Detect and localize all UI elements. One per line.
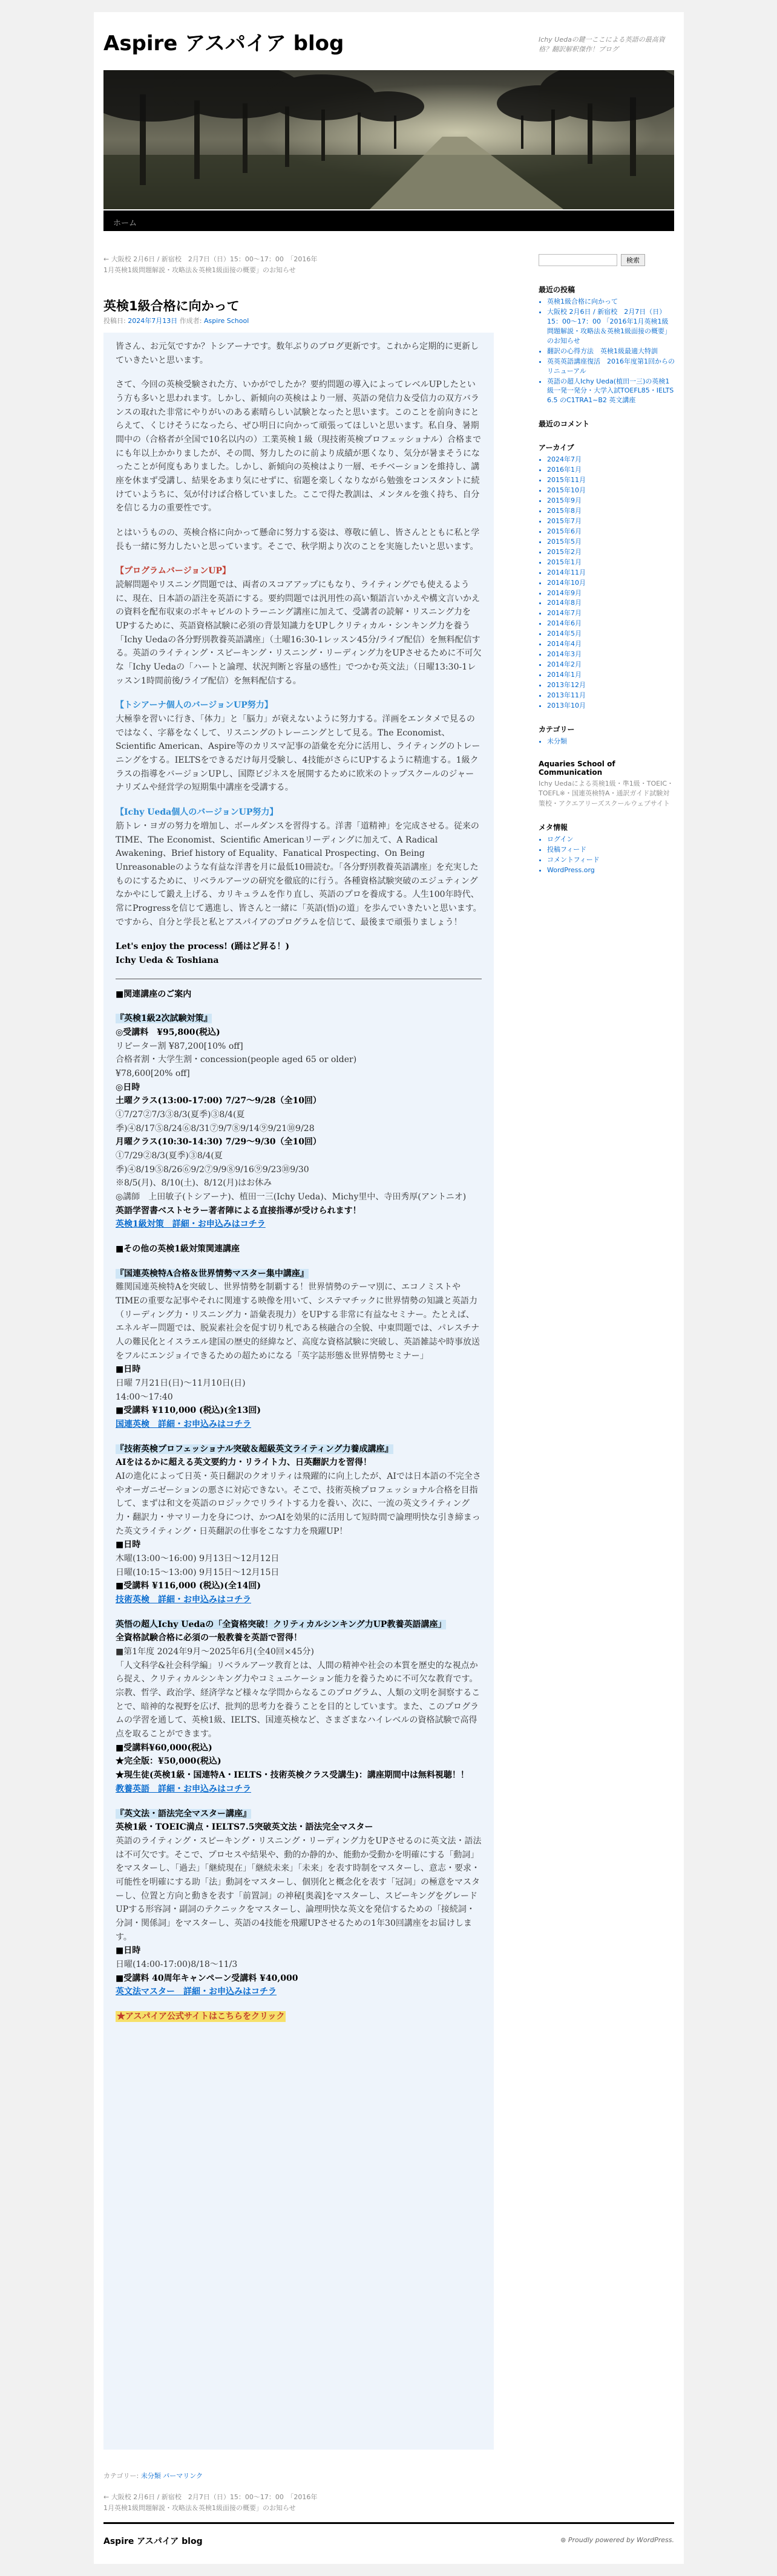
course-liberal-arts-term: ■第1年度 2024年9月〜2025年6月(全40回×45分): [116, 1647, 314, 1657]
course-un-exam-title: 『国連英検特A合格＆世界情勢マスター集中講座』: [116, 1268, 309, 1279]
recent-comments-title: 最近のコメント: [539, 420, 590, 429]
course-fee-student: 合格者割・大学生割・concession(people aged 65 or older): [116, 1055, 357, 1065]
archive-item[interactable]: • 2015年5月: [547, 537, 675, 547]
archive-item[interactable]: • 2024年7月: [547, 455, 675, 465]
ichy-heading: 【Ichy Ueda個人のバージョンUP努力】: [116, 807, 278, 818]
meta-title: メタ情報: [539, 823, 568, 832]
post-author-link[interactable]: Aspire School: [203, 317, 249, 325]
course-grammar: [116, 1807, 482, 1999]
course-grammar-link[interactable]: 英文法マスター 詳細・お申込みはコチラ: [116, 1987, 277, 1997]
course-tech-writing-body: AIの進化によって日英・英日翻訳のクオリティは飛躍的に向上したが、AIでは日本語の不完全さやオーガニゼーションの悪さに対応できない。そこで、技術英検プロフェッショナル合格を目指して、まずは和文を英語のロジックでリライトする力を養い、次に、一流の英文ライティング力・翻訳力・サマリー力を身につけ、かつAIを効果的に活用して短時間で論理明快な引き締まった英文ライティング・日英翻訳の仕事をこなす力を飛躍UP！: [116, 1472, 481, 1536]
course-saturday-dates-2: 季)④8/17⑤8/24⑥8/31⑦9/7⑧9/14⑨9/21⑩9/28: [116, 1123, 315, 1133]
site-description: Ichy Uedaの鍵一ここによる英語の最高資格？翻訳解釈傑作！ブログ: [539, 36, 665, 53]
meta-comments-feed[interactable]: • コメントフィード: [547, 855, 675, 865]
archive-item[interactable]: • 2014年3月: [547, 650, 675, 659]
archive-item[interactable]: • 2014年10月: [547, 578, 675, 588]
wordpress-icon: ⊛: [560, 2536, 566, 2544]
other-courses-heading: ■その他の英検1級対策関連講座: [116, 1244, 240, 1254]
meta-login[interactable]: • ログイン: [547, 835, 675, 844]
recent-post-item[interactable]: • 大阪校 2月6日 / 新宿校 2月7日（日）15：00〜17：00 「2016年1月英検1級問題解説・攻略法＆英検1級面接の概要」のお知らせ: [547, 307, 675, 346]
archive-list: [539, 455, 675, 710]
course-un-exam-link[interactable]: 国連英検 詳細・お申込みはコチラ: [116, 1420, 251, 1430]
course-fee-student-price: ¥78,600[20% off]: [116, 1068, 190, 1078]
course-un-exam-fee: ■受講料 ¥110,000 (税込)(全13回): [116, 1406, 261, 1416]
archive-item[interactable]: • 2015年8月: [547, 506, 675, 516]
permalink-link[interactable]: パーマリンク: [163, 2472, 203, 2480]
category-item[interactable]: • 未分類: [547, 737, 675, 746]
nav-previous-link[interactable]: ← 大阪校 2月6日 / 新宿校 2月7日（日）15：00〜17：00 「2016年1月英検1級問題解説・攻略法＆英検1級面接の概要」のお知らせ: [103, 255, 318, 274]
archive-item[interactable]: • 2016年1月: [547, 465, 675, 475]
nav-below: [103, 2492, 321, 2513]
closing: [116, 940, 482, 967]
archive-item[interactable]: • 2015年7月: [547, 517, 675, 526]
archive-item[interactable]: • 2015年1月: [547, 558, 675, 567]
toshiana-heading: 【トシアーナ個人のバージョンUP努力】: [116, 700, 273, 711]
archive-item[interactable]: • 2014年9月: [547, 589, 675, 598]
closing-line-1: Let's enjoy the process! (踊はど昇る！): [116, 942, 290, 952]
course-liberal-arts-fee-2: ★完全版：¥50,000(税込): [116, 1756, 221, 1767]
course-2nd-exam-link[interactable]: 英検1級対策 詳細・お申込みはコチラ: [116, 1219, 266, 1230]
archive-item[interactable]: • 2014年4月: [547, 639, 675, 649]
course-teachers: ◎講師 上田敏子(トシアーナ)、植田一三(Ichy Ueda)、Michy里中、寺田秀厚(アントニオ): [116, 1192, 467, 1202]
aquaries-widget: [539, 760, 675, 809]
aquaries-text[interactable]: Ichy Uedaによる英検1級・準1級・TOEIC・TOEFL※・国連英検特A・通訳ガイド試験対策校・アクエアリーズスクールウェブサイト: [539, 779, 674, 807]
sidebar: [539, 242, 675, 889]
recent-post-item[interactable]: • 翻訳の心得方法 英検1級最適大特訓: [547, 347, 675, 356]
search-button[interactable]: 検索: [621, 254, 645, 266]
archive-item[interactable]: • 2013年10月: [547, 701, 675, 711]
search-input[interactable]: [539, 254, 617, 266]
archive-item[interactable]: • 2014年6月: [547, 619, 675, 628]
nav-previous-link-bottom[interactable]: ← 大阪校 2月6日 / 新宿校 2月7日（日）15：00〜17：00 「2016年1月英検1級問題解説・攻略法＆英検1級面接の概要」のお知らせ: [103, 2493, 318, 2512]
program-heading: 【プログラムバージョンUP】: [116, 566, 231, 576]
course-tech-writing-date-label: ■日時: [116, 1540, 141, 1550]
post-body: [103, 333, 494, 2450]
course-un-exam-date: 日曜 7月21日(日)〜11月10日(日): [116, 1378, 246, 1389]
course-tech-writing-subtitle: AIをはるかに超える英文要約力・リライト力、日英翻訳力を習得！: [116, 1458, 372, 1468]
post-meta: [103, 316, 249, 325]
closing-line-2: Ichy Ueda & Toshiana: [116, 955, 219, 965]
archive-item[interactable]: • 2015年11月: [547, 475, 675, 485]
course-note: 英語学習書ベストセラー著者陣による直接指導が受けられます！: [116, 1205, 361, 1216]
paragraph-plan: とはいうものの、英検合格に向かって懸命に努力する姿は、尊敬に値し、皆さんとともに私と学長も一緒に努力したいと思っています。そこで、秋学期より次のことを実施したいと思います。: [116, 528, 480, 552]
footer-site-title[interactable]: Aspire アスパイア blog: [103, 2537, 203, 2546]
footer-generator[interactable]: [560, 2536, 674, 2544]
course-2nd-exam: [116, 1012, 482, 1231]
recent-posts-widget: [539, 284, 675, 405]
course-grammar-date: 日曜(14:00-17:00)8/18〜11/3: [116, 1959, 238, 1969]
course-date-label: ◎日時: [116, 1082, 140, 1092]
archives-widget: [539, 442, 675, 710]
course-monday-dates: ①7/29②8/3(夏季)③8/4(夏: [116, 1150, 223, 1161]
site-title[interactable]: Aspire アスパイア blog: [103, 31, 344, 56]
course-liberal-arts-body: 「人文科学&社会科学編」リベラルアーツ教育とは、人間の精神や社会の本質を歴史的な視点から捉え、クリティカルシンキング力やコミュニケーション能力を養うために不可欠な教育です。宗教、哲学、政治学、経済学など様々な学問からなるこのプログラム、人類の文明を洞察することで、暗神的な視野を広げ、批判的思考力を養うことを目的としています。また、このプログラムの学習を通して、英検1級、IELTS、国連英検など、さまざまなハイレベルの資格試験で高得点を取ることができます。: [116, 1660, 480, 1740]
meta-posts-feed[interactable]: • 投稿フィード: [547, 845, 675, 855]
page-wrapper: [94, 12, 684, 2564]
post-utility: [103, 2471, 203, 2480]
course-un-exam-body: 難関国連英検特Aを突破し、世界情勢を制覇する！世界情勢のテーマ別に、エコノミストやTIMEの重要な記事やそれに関連する映像を用いて、システマチックに世界情勢の知識と英語力（リーディング力・リスニング力・語彙表現力）をUPする非常に有益なセミナー。たとえば、エネルギー問題では、脱炭素社会を促す切り札である核融合の全貌、中東問題では、パレスチナ人の難民化とイスラエル建国の歴史的経緯など、高度な資格試験に突破し、英語雑誌や時事放送をフルにエンジョイできるための超ためになる「英字誌形態＆世界情勢セミナー」: [116, 1282, 480, 1361]
archives-title: アーカイブ: [539, 443, 574, 452]
generator-text: Proudly powered by WordPress.: [568, 2536, 674, 2544]
category-prefix: カテゴリー:: [103, 2472, 139, 2480]
nav-above: [103, 254, 321, 275]
footer: [103, 2522, 674, 2552]
official-site-link[interactable]: ★アスパイア公式サイトはこちらをクリック: [117, 2011, 285, 2021]
archive-item[interactable]: • 2014年7月: [547, 608, 675, 618]
section-ichy: [116, 806, 482, 929]
section-toshiana: [116, 699, 482, 795]
recent-post-item[interactable]: • 英英英語講座復活 2016年度第1回からのリニューアル: [547, 357, 675, 376]
recent-post-item[interactable]: • 英検1級合格に向かって: [547, 297, 675, 307]
toshiana-body: 大極拳を習いに行き、「体力」と「脳力」が衰えないように努力する。洋画をエンタメで見るのではなく、字幕をなくして、リスニングのトレーニングとして見る。The Economist、Scientific American、Aspire等のカリスマ記事の語彙を充分に活用し、ライティングのトレーニングをする。IELTSをできるだけ毎月受験し、4技能がさらにUPするように精進する。1級クラスの指導をバージョンUPし、国際ビジネスを展開するために欧米のトップスクールのジャーナリズムや経営学の短期集中講座を受講する。: [116, 714, 480, 793]
archive-item[interactable]: • 2014年5月: [547, 629, 675, 639]
post-date-link[interactable]: 2024年7月13日: [128, 317, 178, 325]
course-tech-writing-date-1: 木曜(13:00〜16:00) 9月13日〜12月12日: [116, 1554, 280, 1564]
course-grammar-subtitle: 英検1級・TOEIC満点・IELTS7.5突破英文法・語法完全マスター: [116, 1822, 373, 1833]
archive-item[interactable]: • 2015年9月: [547, 496, 675, 506]
archive-item[interactable]: • 2013年12月: [547, 680, 675, 690]
archive-item[interactable]: • 2014年11月: [547, 568, 675, 578]
course-tech-writing: [116, 1443, 482, 1607]
header-banner-image: [103, 70, 674, 209]
course-2nd-exam-title: 『英検1級2次試験対策』: [116, 1014, 212, 1024]
course-un-exam: [116, 1267, 482, 1432]
archive-item[interactable]: • 2013年11月: [547, 691, 675, 700]
archive-item[interactable]: • 2015年10月: [547, 486, 675, 495]
course-holidays: ※8/5(月)、8/10(土)、8/12(月)はお休み: [116, 1178, 272, 1189]
meta-widget: [539, 822, 675, 875]
meta-wordpress[interactable]: • WordPress.org: [547, 866, 675, 875]
course-tech-writing-date-2: 日曜(10:15〜13:00) 9月15日〜12月15日: [116, 1567, 280, 1577]
course-tech-writing-title: 『技術英検プロフェッショナル突破＆超級英文ライティング力養成講座』: [116, 1444, 393, 1454]
course-tech-writing-fee: ■受講料 ¥116,000 (税込)(全14回): [116, 1581, 261, 1591]
course-grammar-body: 英語のライティング・スピーキング・リスニング・リーディング力をUPさせるのに英文法・語法は不可欠です。そこで、プロセスや結果や、動的か静的か、能動か受動かを明確にする「動詞」をマスターし、「過去」「継続現在」「継続未来」「未来」を表す時制をマスターし、意志・要求・可能性を明確にする助「法」動詞をマスターし、個別化と概念化を表す「冠詞」の極意をマスターし、位置と方向と動きを表す「前置詞」の神秘[奥義]をマスターし、スピーキングをグレードUPする形容詞・副詞のテクニックをマスターし、論理明快な英文を発信するための「接続詞・分詞・関係詞」をマスターし、英語の4技能を飛躍UPさせるための1年30回講座をお届けします。: [116, 1836, 482, 1942]
menu-item-home[interactable]: ホーム: [113, 219, 137, 228]
category-link[interactable]: 未分類: [140, 2472, 161, 2480]
course-grammar-date-label: ■日時: [116, 1946, 141, 1956]
main-menu: [103, 210, 674, 231]
course-liberal-arts-fee-3: ★現生徒(英検1級・国連特A・IELTS・技術英検クラス受講生)：講座期間中は無料視聴！！: [116, 1770, 469, 1781]
recent-posts-title: 最近の投稿: [539, 285, 575, 294]
paragraph-exam: さて、今回の英検受験された方、いかがでしたか？要約問題の導入によってレベルUPしたという方も多いと思われます。しかし、新傾向の英検はより一層、英語の発信力＆受信力の双方バランスの取れた非常にやりがいのある素晴らしい試験となったと思います。このことを前向きにとらえて、くじけそうになったら、ぜひ明日に向かって頑張ってほしいと思います。私自身、暑期間中の（合格者が全国で10名以内の）工業英検１級（現技術英検プロフェッショナル）合格までにも年以上かかりましたが、その間、努力したのに前より成績が悪くなり、気分が暑まそうになったことが何度もありました。しかし、新傾向の英検はより一層、モチベーションを維持し、講座を休まず受講し、結果をあまり気にせずに、宿題を楽しくなりながら勉強をコンスタントに続けていようちに、気が付けば合格していました。ここで得た教訓は、メンタルを強く持ち、自分を信じる力の重要性です。: [116, 380, 482, 514]
search-form: [539, 254, 675, 269]
course-fee: ◎受講料 ¥95,800(税込): [116, 1027, 220, 1037]
tree-avenue-illustration: [103, 70, 674, 209]
meta-by: 作成者:: [179, 317, 202, 325]
course-liberal-arts-subtitle: 全資格試験合格に必須の一般教養を英語で習得！: [116, 1633, 302, 1643]
course-liberal-arts-link[interactable]: 教養英語 詳細・お申込みはコチラ: [116, 1784, 251, 1794]
paragraph-intro: 皆さん、お元気ですか？トシアーナです。数年ぶりのブログ更新です。これから定期的に更新していきたいと思います。: [116, 342, 479, 365]
course-liberal-arts-fee: ■受講料¥60,000(税込): [116, 1743, 212, 1753]
cta-section: [116, 2010, 482, 2024]
archive-item[interactable]: • 2014年8月: [547, 598, 675, 608]
ichy-body: 筋トレ・ヨガの努力を増加し、ボールダンスを習得する。洋書「道精神」を完成させる。従来のTIME、The Economist、Scientific Americanリーディングに加えて、A Radical Awakening、Brief history of Equality、Fanatical Prospecting、On Being Unreasonableのような有益な洋書を月に最低10冊読む。「各分野別教養英語講座」を充実したものにするために、リベラルアーツの研究を徹底的に行う。各種資格試験突破のエジュティングなかやにして鍛え上げる、カリキュラムを作り直し、英語のプロを養成する。人生100年時代、常にProgressを信じて邁進し、皆さんと一緒に「英語(悟)の道」を歩んでいきたいと思います。ですから、自分と学長と私とアスパイアのプログラムを信じて、最後まで頑張りましょう！: [116, 821, 482, 927]
course-tech-writing-link[interactable]: 技術英検 詳細・お申込みはコチラ: [116, 1595, 251, 1605]
section-program: [116, 564, 482, 688]
program-body: 読解問題やリスニング問題では、両者のスコアアップにもなり、ライティングでも使えるように、現在、日本語の語注を英語にする。要約問題では汎用性の高い類語言いかえや構文言いかえの資料を配布収束のボキャビルのトラーニング講座に加えて、受講者の読解・リスニング力をUPするために、英語資格試験に必須の背景知識力をUPしクリティカル・シンキング力を養う「Ichy Uedaの各分野別教養英語講座」（土曜16:30-1レッスン45分/ライブ配信）を無料配信する。英語のライティング・スピーキング・リスニング・リーディング力をUPさせるために不可欠な「Ichy Uedaの「ハートと論理、状況判断と容量の感性」でつかむ英文法」（日曜13:30-1レッスン1時間前後/ライブ配信）を無料配信する。: [116, 580, 482, 686]
course-liberal-arts-title: 英悟の超人Ichy Uedaの「全資格突破！クリティカルシンキング力UP教養英語講座」: [116, 1619, 447, 1629]
meta-prefix: 投稿日:: [103, 317, 126, 325]
aquaries-title: Aquaries School of Communication: [539, 759, 615, 777]
archive-item[interactable]: • 2015年2月: [547, 547, 675, 557]
recent-comments-widget: [539, 419, 675, 429]
related-heading: ■関連講座のご案内: [116, 989, 192, 999]
course-liberal-arts: [116, 1618, 482, 1796]
post-title: 英検1級合格に向かって: [103, 299, 240, 313]
course-grammar-fee: ■受講料 40周年キャンペーン受講料 ¥40,000: [116, 1973, 298, 1983]
course-saturday-dates: ①7/27②7/3③8/3(夏季)③8/4(夏: [116, 1109, 245, 1120]
recent-post-item[interactable]: • 英語の超人Ichy Ueda(植田一三)の英検1級一発一発分・大学入試TOEFL85・IELTS 6.5 のC1TRA1~B2 英文講座: [547, 377, 675, 406]
course-fee-repeat: リピーター割 ¥87,200[10% off]: [116, 1041, 243, 1051]
archive-item[interactable]: • 2014年1月: [547, 670, 675, 680]
categories-title: カテゴリー: [539, 725, 575, 734]
course-grammar-title: 『英文法・語法完全マスター講座』: [116, 1808, 251, 1819]
course-un-exam-time: 14:00〜17:40: [116, 1392, 173, 1402]
course-monday-class: 月曜クラス(10:30-14:30) 7/29〜9/30（全10回）: [116, 1137, 321, 1147]
course-monday-dates-2: 季)④8/19⑤8/26⑥9/2⑦9/9⑧9/16⑨9/23⑩9/30: [116, 1164, 309, 1175]
categories-widget: [539, 724, 675, 746]
archive-item[interactable]: • 2014年2月: [547, 660, 675, 670]
archive-item[interactable]: • 2015年6月: [547, 527, 675, 536]
course-un-exam-date-label: ■日時: [116, 1365, 141, 1375]
course-saturday-class: 土曜クラス(13:00-17:00) 7/27〜9/28（全10回）: [116, 1096, 321, 1106]
